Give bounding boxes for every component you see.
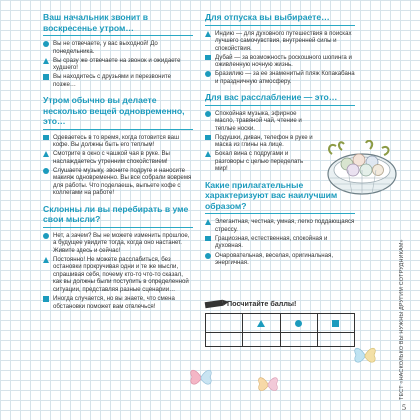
question-heading: Какие прилагательные характеризуют вас наилучшим образом?	[205, 180, 355, 215]
score-header-triangle	[243, 314, 280, 333]
answer-text: Подушки, диван, телефон в руке и маска из глины на лице.	[215, 133, 313, 149]
answer-option[interactable]	[205, 54, 355, 69]
answer-option[interactable]	[205, 30, 355, 53]
circle-marker-icon	[43, 168, 49, 174]
answer-option[interactable]	[43, 150, 193, 165]
answer-option[interactable]	[43, 256, 193, 294]
answer-option[interactable]	[205, 70, 355, 85]
pencil-icon	[205, 300, 224, 308]
answer-option[interactable]	[205, 235, 355, 250]
answer-text: Грациозная, естественная, спокойная и духовная.	[215, 234, 328, 250]
answer-text: Дубай — за возможность роскошного шопинга и оживленную ночную жизнь.	[215, 53, 352, 69]
answer-text: Бокал вина с подругами и разговоры с целью переделать мир!	[215, 150, 304, 173]
square-marker-icon	[43, 74, 49, 80]
square-marker-icon	[205, 55, 211, 61]
score-title-text: Посчитайте баллы!	[227, 299, 297, 308]
answer-list	[43, 134, 193, 197]
answer-text: Вы не отвечаете, у вас выходной! До понедельника.	[53, 40, 158, 55]
answer-option[interactable]	[205, 252, 355, 267]
answer-text: Индию — для духовного путешествия в поисках лучшего самочувствия, внутренней силы и спокойствия.	[215, 29, 352, 52]
score-header-square	[317, 314, 354, 333]
answer-text: Нет, а зачем? Вы не можете изменить прошлое, а будущее увидите тогда, когда оно настанет. Живите здесь и сейчас!	[53, 231, 190, 254]
butterfly-icon	[256, 372, 280, 396]
answer-option[interactable]	[43, 295, 193, 310]
answer-option[interactable]	[43, 57, 193, 72]
circle-marker-icon	[43, 233, 49, 239]
answer-text: Одеваетесь в то время, когда готовится ваш кофе. Вы должны быть его теплым!	[53, 133, 179, 149]
square-shape-icon	[332, 320, 339, 327]
answer-list	[205, 30, 355, 86]
score-input-row	[206, 333, 355, 347]
answer-text: Вы сразу же отвечаете на звонок и ожидаете худшего!	[53, 56, 181, 72]
score-header-circle	[280, 314, 317, 333]
triangle-marker-icon	[43, 151, 49, 157]
answer-text: Смотрите в окно с чашкой чая в руке. Вы наслаждаетесь утренним спокойствием!	[53, 150, 170, 165]
answer-text: Вы находитесь с друзьями и перезвоните позже…	[53, 73, 171, 88]
answer-text: Постоянно! Не можете расслабиться, без остановки прокручивая одни и те же мысли, спрашивая себя, почему кто-то что-то сказал, как вы должны были поступить в определенной ситуации, представляя разные сценарии…	[53, 255, 189, 293]
score-cell[interactable]	[280, 333, 317, 347]
circle-marker-icon	[205, 253, 211, 259]
score-cell[interactable]	[206, 333, 243, 347]
score-cell[interactable]	[317, 333, 354, 347]
triangle-marker-icon	[205, 219, 211, 225]
score-title	[205, 298, 360, 310]
left-column	[43, 12, 193, 317]
circle-marker-icon	[205, 71, 211, 77]
answer-list	[43, 40, 193, 88]
circle-marker-icon	[43, 41, 49, 47]
question-heading: Для отпуска вы выбираете…	[205, 12, 355, 26]
score-section	[205, 298, 360, 347]
answer-option[interactable]	[43, 134, 193, 149]
triangle-marker-icon	[43, 58, 49, 64]
answer-option[interactable]	[43, 232, 193, 255]
answer-list	[205, 218, 355, 266]
answer-text: Слушаете музыку, звоните подруге и наносите макияж одновременно. Вы все собрали вовремя для работы. Что поделаешь, выпьете кофе с коллегами на работе!	[53, 166, 192, 197]
square-marker-icon	[205, 236, 211, 242]
butterfly-icon	[188, 364, 214, 390]
square-marker-icon	[43, 135, 49, 141]
question-heading: Утром обычно вы делаете несколько вещей одновременно, это…	[43, 95, 193, 130]
triangle-marker-icon	[205, 31, 211, 37]
answer-option[interactable]	[43, 40, 193, 55]
score-header-row	[206, 314, 355, 333]
answer-text: Элегантная, честная, умная, легко поддающаяся стрессу.	[215, 218, 355, 233]
question-heading: Для вас расслабление — это…	[205, 92, 355, 106]
score-header-blank	[206, 314, 243, 333]
answer-text: Очаровательная, веселая, оригинальная, энергичная.	[215, 251, 334, 267]
triangle-marker-icon	[43, 257, 49, 263]
answer-text: Иногда случается, но вы знаете, что смена обстановки поможет вам отвлечься!	[53, 295, 175, 310]
triangle-marker-icon	[205, 151, 211, 157]
square-marker-icon	[205, 135, 211, 141]
answer-option[interactable]	[43, 73, 193, 88]
question-heading: Склонны ли вы перебирать в уме свои мысли?	[43, 204, 193, 228]
page-number: 5	[402, 403, 406, 412]
answer-option[interactable]	[205, 110, 355, 133]
square-marker-icon	[43, 296, 49, 302]
bowl-of-spheres-illustration	[322, 140, 400, 202]
triangle-shape-icon	[257, 320, 265, 327]
side-caption: ТЕСТ «НАСКОЛЬКО ВЫ НУЖНЫ ДРУГИМ СОТРУДНИКАМ»	[399, 239, 405, 400]
circle-marker-icon	[205, 111, 211, 117]
answer-text: Бразилию — за ее знаменитый пляж Копакабана и праздничную атмосферу.	[215, 70, 355, 85]
circle-shape-icon	[295, 320, 302, 327]
score-cell[interactable]	[243, 333, 280, 347]
answer-option[interactable]	[43, 167, 193, 197]
question-heading: Ваш начальник звонит в воскресенье утром…	[43, 12, 193, 36]
answer-option[interactable]	[205, 218, 355, 233]
answer-list	[43, 232, 193, 310]
answer-text: Спокойная музыка, эфирное масло, травяной чай, чтение и теплые носки.	[215, 109, 302, 132]
score-table	[205, 313, 355, 347]
